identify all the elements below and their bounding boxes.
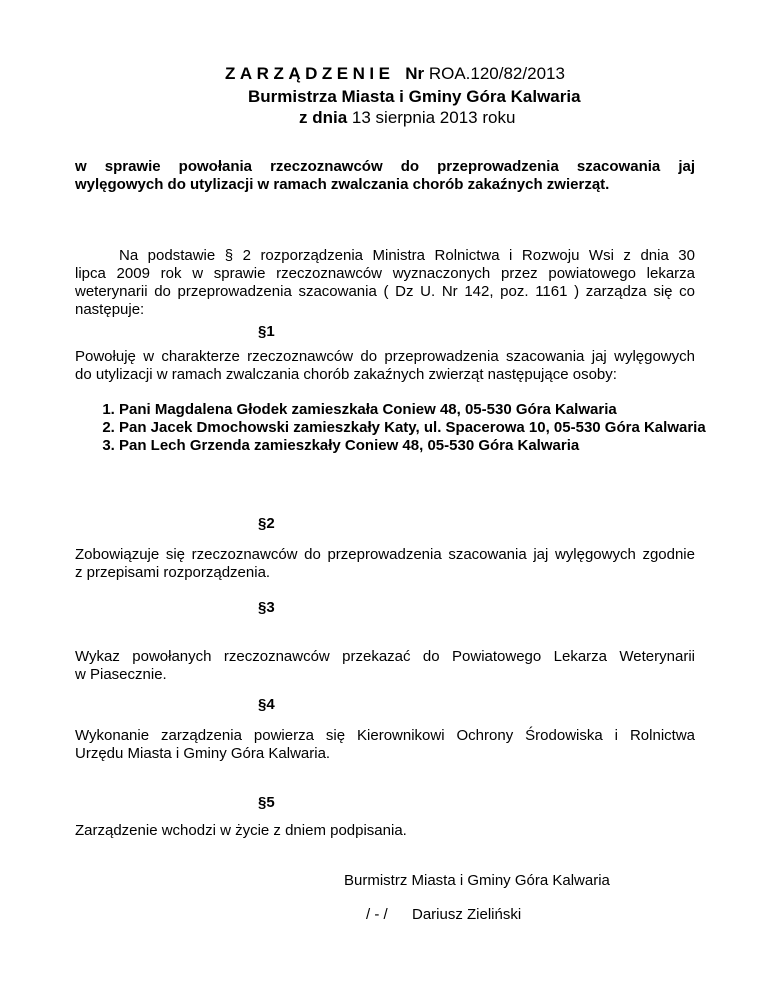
signature-title: Burmistrz Miasta i Gminy Góra Kalwaria xyxy=(344,872,610,889)
signature-name: Dariusz Zieliński xyxy=(412,906,522,923)
preamble-line-2: lipca 2009 rok w sprawie rzeczoznawców wyznaczonych przez powiatowego lekarza xyxy=(75,265,695,282)
section-4-line-2: Urzędu Miasta i Gminy Góra Kalwaria. xyxy=(75,745,331,762)
preamble xyxy=(75,247,695,319)
document-date xyxy=(299,108,515,128)
document-title xyxy=(225,64,565,84)
date-label: z dnia xyxy=(299,108,348,127)
section-2-line-1: Zobowiązuje się rzeczoznawców do przeprowadzenia szacowania jaj wylęgowych zgodnie xyxy=(75,546,695,563)
subject-line-2: wylęgowych do utylizacji w ramach zwalczania chorób zakaźnych zwierząt. xyxy=(75,176,610,193)
section-1-line-1: Powołuję w charakterze rzeczoznawców do przeprowadzenia szacowania jaj wylęgowych xyxy=(75,348,695,365)
list-item: 1. Pani Magdalena Głodek zamieszkała Coniew 48, 05-530 Góra Kalwaria xyxy=(119,401,739,419)
list-item: 2. Pan Jacek Dmochowski zamieszkały Katy, ul. Spacerowa 10, 05-530 Góra Kalwaria xyxy=(119,419,739,437)
preamble-line-4: następuje: xyxy=(75,301,145,318)
section-1-line-2: do utylizacji w ramach zwalczania chorób zakaźnych zwierząt następujące osoby: xyxy=(75,366,617,383)
section-3-line-2: w Piasecznie. xyxy=(75,666,167,683)
section-2-text xyxy=(75,546,695,582)
section-4-heading: §4 xyxy=(258,696,275,713)
signature-mark: / - / xyxy=(366,906,388,923)
section-1-heading: §1 xyxy=(258,323,275,340)
preamble-line-3: weterynarii do przeprowadzenia szacowania ( Dz U. Nr 142, poz. 1161 ) zarządza się co xyxy=(75,283,695,300)
preamble-line-1: Na podstawie § 2 rozporządzenia Ministra Rolnictwa i Rozwoju Wsi z dnia 30 xyxy=(119,247,695,264)
title-word: ZARZĄDZENIE xyxy=(225,64,395,83)
section-3-line-1: Wykaz powołanych rzeczoznawców przekazać do Powiatowego Lekarza Weterynarii xyxy=(75,648,695,665)
number-label: Nr xyxy=(405,64,425,83)
date-value: 13 sierpnia 2013 roku xyxy=(351,108,516,127)
issuer: Burmistrza Miasta i Gminy Góra Kalwaria xyxy=(248,87,581,106)
section-5-text: Zarządzenie wchodzi w życie z dniem podpisania. xyxy=(75,822,407,839)
section-5-heading: §5 xyxy=(258,794,275,811)
section-2-heading: §2 xyxy=(258,515,275,532)
document-number: ROA.120/82/2013 xyxy=(428,64,565,83)
section-3-heading: §3 xyxy=(258,599,275,616)
section-4-line-1: Wykonanie zarządzenia powierza się Kierownikowi Ochrony Środowiska i Rolnictwa xyxy=(75,727,695,744)
subject-line-1: w sprawie powołania rzeczoznawców do przeprowadzenia szacowania jaj xyxy=(75,158,695,175)
list-item: 3. Pan Lech Grzenda zamieszkały Coniew 48, 05-530 Góra Kalwaria xyxy=(119,437,739,455)
section-3-text xyxy=(75,648,695,684)
persons-list xyxy=(75,401,739,455)
section-1-text xyxy=(75,348,695,384)
section-2-line-2: z przepisami rozporządzenia. xyxy=(75,564,271,581)
subject xyxy=(75,158,695,194)
section-4-text xyxy=(75,727,695,763)
